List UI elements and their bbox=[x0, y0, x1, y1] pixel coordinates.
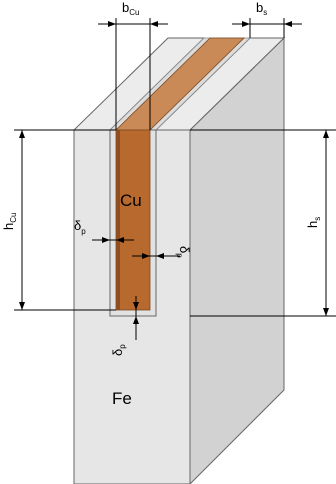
delta-right-label: $\delta_p$ bbox=[175, 246, 192, 258]
h-s-label: $h_s$ bbox=[305, 216, 322, 228]
b-cu-label: $b_{Cu}$ bbox=[122, 0, 140, 17]
delta-left-label: $\delta_p$ bbox=[74, 218, 86, 236]
copper-edge-shade bbox=[116, 130, 120, 310]
b-s-label: $b_s$ bbox=[256, 0, 268, 17]
copper-front-face bbox=[116, 130, 150, 310]
copper-label: Cu bbox=[120, 191, 142, 210]
h-cu-label: $h_{Cu}$ bbox=[1, 212, 18, 230]
iron-label: Fe bbox=[112, 389, 132, 408]
delta-bottom-label: $\delta_p$ bbox=[110, 344, 127, 356]
